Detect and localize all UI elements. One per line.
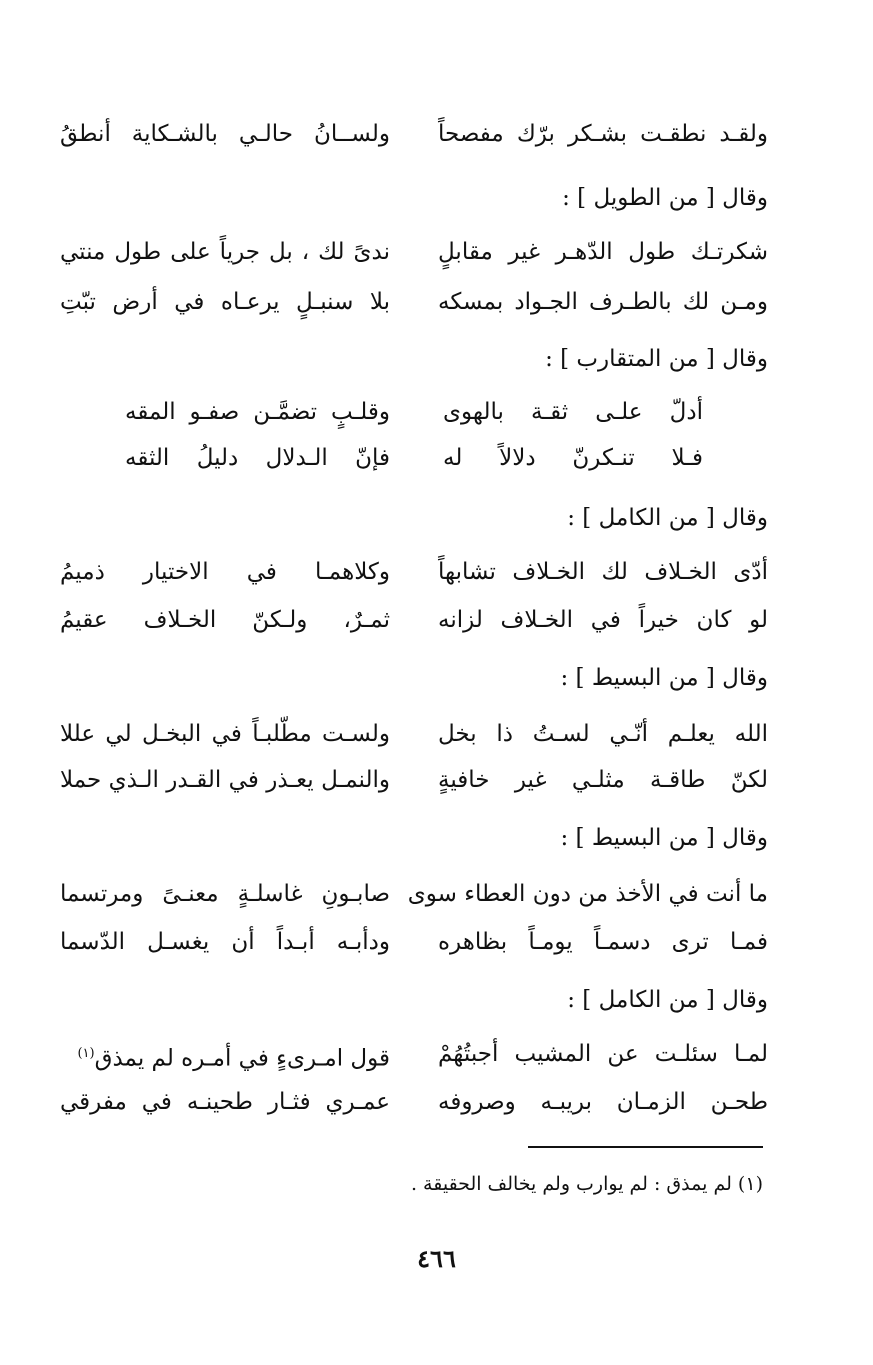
verse-left-hemistich: ثمـرٌ، ولـكنّ الخـلاف عقيمُ (60, 607, 390, 633)
verse-right-hemistich: شكرتـك طول الدّهـر غير مقابلٍ (438, 239, 768, 265)
verse-left-hemistich: عمـري فثـار طحينـه في مفرقي (60, 1089, 390, 1115)
verse-left-hemistich: صابـونِ غاسلـةٍ معنـىً ومرتسما (60, 881, 390, 907)
verse-left-hemistich: بلا سنبـلٍ يرعـاه في أرض تبّتِ (60, 289, 390, 315)
verse-right-hemistich: أدلّ علـى ثقـة بالهوى (443, 399, 703, 425)
verse-right-hemistich: ولقـد نطقـت بشـكر برّك مفصحاً (438, 121, 768, 147)
footnote-divider (528, 1146, 763, 1148)
page-number: ٤٦٦ (417, 1244, 456, 1273)
poem-intro: وقال [ من البسيط ] : (560, 825, 768, 851)
verse-right-hemistich: ومـن لك بالطـرف الجـواد بمسكه (438, 289, 768, 315)
verse-left-hemistich: ندىً لك ، بل جرياً على طول منتي (60, 239, 390, 265)
verse-left-hemistich: وقلـبٍ تضمَّـن صفـو المقه (125, 399, 390, 425)
verse-left-hemistich: ودأبـه أبـداً أن يغسـل الدّسما (60, 929, 390, 955)
footnote: (١) لم يمذق : لم يوارب ولم يخالف الحقيقة . (410, 1173, 763, 1195)
verse-left-hemistich (60, 1038, 390, 1075)
verse-left-hemistich: فإنّ الـدلال دليلُ الثقه (125, 445, 390, 471)
poem-intro: وقال [ من الكامل ] : (567, 987, 768, 1013)
poem-intro: وقال [ من المتقارب ] : (545, 346, 768, 372)
verse-left-hemistich: ولســانُ حالـي بالشـكاية أنطقُ (60, 121, 390, 147)
footnote-marker: (١) (77, 1046, 95, 1061)
verse-right-hemistich: ما أنت في الأخذ من دون العطاء سوى (407, 881, 768, 907)
verse-right-hemistich: لكنّ طاقـة مثلـي غير خافيةٍ (438, 767, 768, 793)
verse-left-text: قول امـرىءٍ في أمـره لم يمذق (94, 1045, 390, 1072)
verse-right-hemistich: لمـا سئلـت عن المشيب أجبتُهُمْ (438, 1041, 768, 1067)
verse-right-hemistich: طحـن الزمـان بريبـه وصروفه (438, 1089, 768, 1115)
verse-right-hemistich: أدّى الخـلاف لك الخـلاف تشابهاً (438, 559, 768, 585)
verse-left-hemistich: وكلاهمـا في الاختيار ذميمُ (60, 559, 390, 585)
poem-intro: وقال [ من الطويل ] : (562, 185, 768, 211)
verse-right-hemistich: فـلا تنـكرنّ دلالاً له (443, 445, 703, 471)
verse-right-hemistich: لو كان خيراً في الخـلاف لزانه (438, 607, 768, 633)
verse-right-hemistich: الله يعلـم أنّـي لسـتُ ذا بخل (438, 721, 768, 747)
verse-left-hemistich: ولسـت مطّلبـاً في البخـل لي عللا (60, 721, 390, 747)
verse-right-hemistich: فمـا ترى دسمـاً يومـاً بظاهره (438, 929, 768, 955)
poem-intro: وقال [ من الكامل ] : (567, 505, 768, 531)
verse-left-hemistich: والنمـل يعـذر في القـدر الـذي حملا (60, 767, 390, 793)
poem-intro: وقال [ من البسيط ] : (560, 665, 768, 691)
